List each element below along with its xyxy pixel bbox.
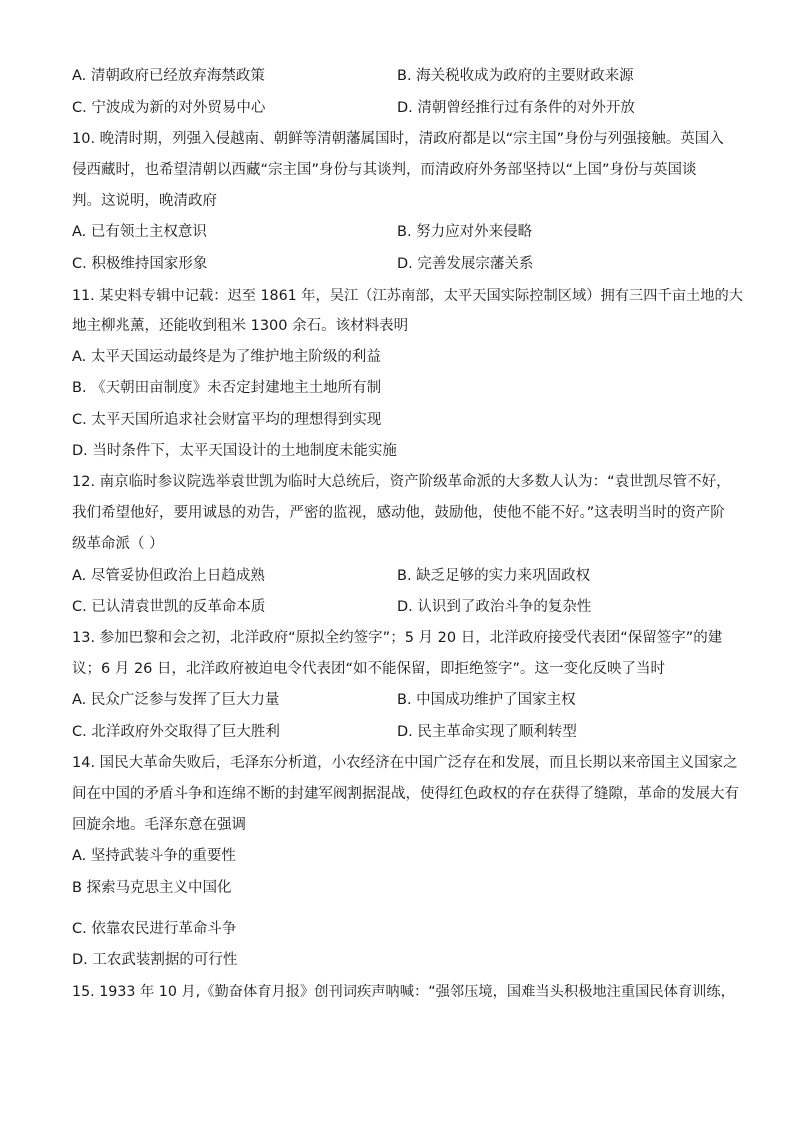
q14-option-d: D. 工农武装割据的可行性 — [72, 952, 238, 968]
q15-stem-line-1: 15. 1933 年 10 月,《勤奋体育月报》创刊词疾声呐喊：“强邻压境，国难当头积极地注重国民体育训练， — [72, 984, 735, 1000]
q12-option-d: D. 认识到了政治斗争的复杂性 — [397, 599, 592, 615]
q14-stem-line-1: 14. 国民大革命失败后，毛泽东分析道，小农经济在中国广泛存在和发展，而且长期以来帝国主义国家之 — [72, 755, 738, 771]
q12-option-b: B. 缺乏足够的实力来巩固政权 — [397, 568, 591, 584]
q9-option-c: C. 宁波成为新的对外贸易中心 — [72, 100, 266, 116]
q13-option-a: A. 民众广泛参与发挥了巨大力量 — [72, 692, 280, 708]
q11-stem-line-2: 地主柳兆薰，还能收到租米 1300 余石。该材料表明 — [72, 318, 409, 334]
q12-stem-line-2: 我们希望他好，要用诚恳的劝告，严密的监视，感动他，鼓励他，使他不能不好。”这表明当时的资产阶 — [72, 505, 725, 521]
q10-stem-line-3: 判。这说明，晚清政府 — [72, 193, 217, 209]
q12-stem-line-1: 12. 南京临时参议院选举袁世凯为临时大总统后，资产阶级革命派的大多数人认为：“袁世凯尽管不好， — [72, 474, 731, 490]
q10-option-d: D. 完善发展宗藩关系 — [397, 256, 534, 272]
q13-option-d: D. 民主革命实现了顺利转型 — [397, 724, 577, 740]
q14-option-c: C. 依靠农民进行革命斗争 — [72, 921, 237, 937]
q10-option-b: B. 努力应对外来侵略 — [397, 224, 533, 240]
q11-option-d: D. 当时条件下，太平天国设计的土地制度未能实施 — [72, 443, 397, 459]
q12-stem-line-3: 级革命派（ ） — [72, 536, 164, 552]
q11-option-b: B. 《天朝田亩制度》未否定封建地主土地所有制 — [72, 380, 382, 396]
q13-option-c: C. 北洋政府外交取得了巨大胜利 — [72, 724, 280, 740]
q10-stem-line-1: 10. 晚清时期，列强入侵越南、朝鲜等清朝藩属国时，清政府都是以“宗主国”身份与列强接触。英国入 — [72, 131, 724, 147]
q9-option-b: B. 海关税收成为政府的主要财政来源 — [397, 68, 634, 84]
q12-option-a: A. 尽管妥协但政治上日趋成熟 — [72, 568, 265, 584]
q10-option-c: C. 积极维持国家形象 — [72, 256, 208, 272]
q12-option-c: C. 已认清袁世凯的反革命本质 — [72, 599, 266, 615]
q14-option-b: B 探索马克思主义中国化 — [72, 880, 232, 896]
q13-option-b: B. 中国成功维护了国家主权 — [397, 692, 576, 708]
q11-option-a: A. 太平天国运动最终是为了维护地主阶级的利益 — [72, 349, 381, 365]
q14-option-a: A. 坚持武装斗争的重要性 — [72, 848, 236, 864]
q11-option-c: C. 太平天国所追求社会财富平均的理想得到实现 — [72, 412, 382, 428]
q9-option-a: A. 清朝政府已经放弃海禁政策 — [72, 68, 265, 84]
q13-stem-line-2: 议；6 月 26 日，北洋政府被迫电令代表团“如不能保留，即拒绝签字”。这一变化反映了当时 — [72, 661, 666, 677]
q11-stem-line-1: 11. 某史料专辑中记载：迟至 1861 年，吴江（江苏南部，太平天国实际控制区域）拥有三四千亩土地的大 — [72, 288, 744, 304]
q10-option-a: A. 已有领土主权意识 — [72, 224, 207, 240]
q14-stem-line-2: 间在中国的矛盾斗争和连绵不断的封建军阀割据混战，使得红色政权的存在获得了缝隙，革命的发展大有 — [72, 786, 739, 802]
q9-option-d: D. 清朝曾经推行过有条件的对外开放 — [397, 100, 635, 116]
q14-stem-line-3: 回旋余地。毛泽东意在强调 — [72, 817, 246, 833]
q10-stem-line-2: 侵西藏时，也希望清朝以西藏“宗主国”身份与其谈判，而清政府外务部坚持以“上国”身份与英国谈 — [72, 162, 697, 178]
q13-stem-line-1: 13. 参加巴黎和会之初，北洋政府“原拟全约签字”；5 月 20 日，北洋政府接受代表团“保留签字”的建 — [72, 630, 723, 646]
